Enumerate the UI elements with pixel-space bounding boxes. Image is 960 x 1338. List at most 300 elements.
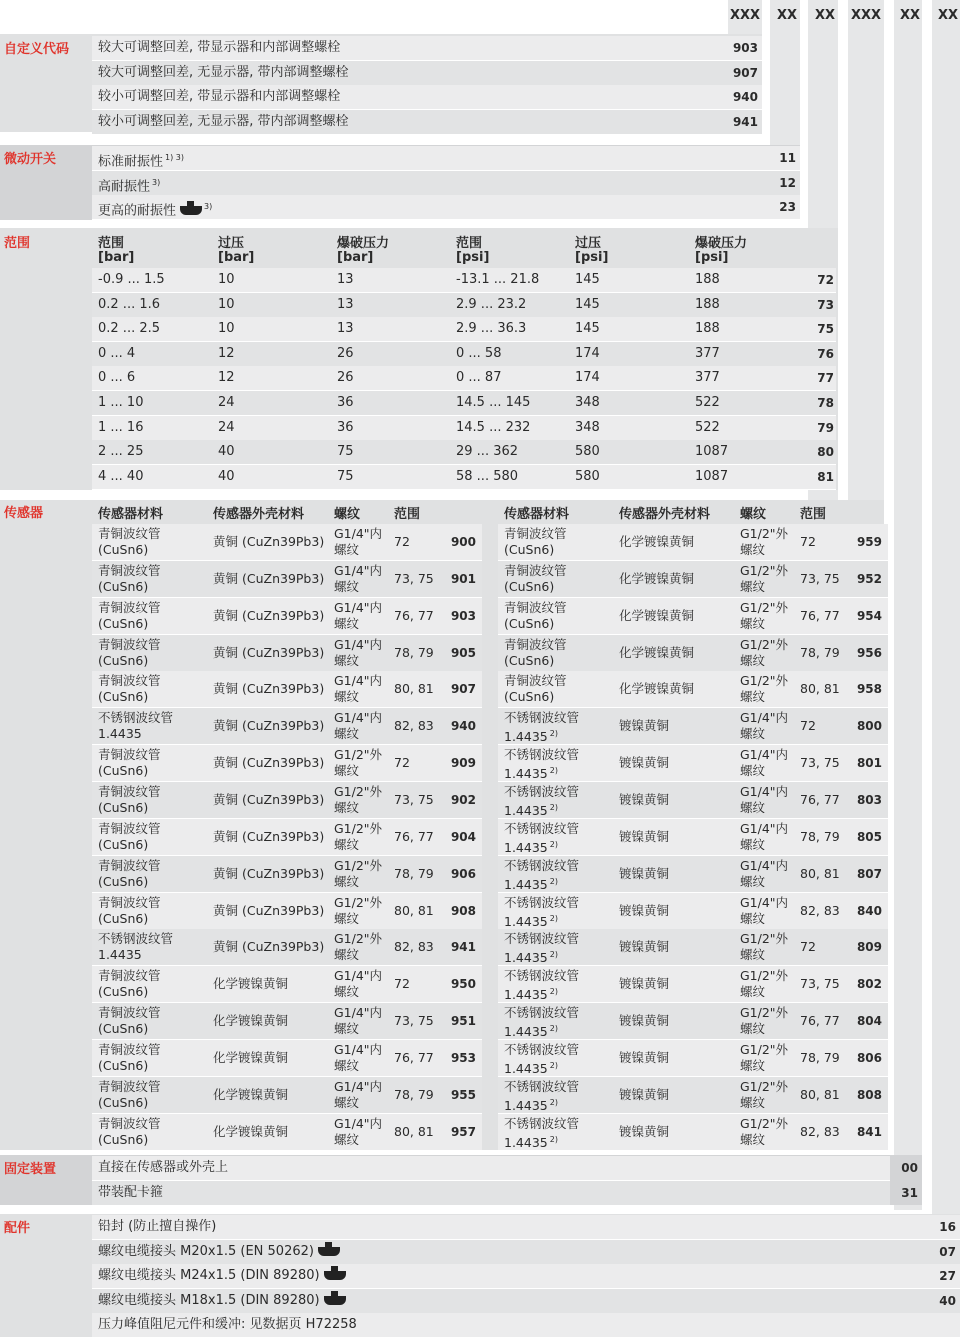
- sensor-material: [504, 1079, 616, 1114]
- sensor-thread-line1: G1/4"内: [334, 710, 383, 726]
- range-cell: 1 ... 16: [98, 419, 144, 435]
- sensor-thread: [740, 784, 800, 816]
- sensor-thread: [740, 1116, 800, 1148]
- sensor-housing: 黄铜 (CuZn39Pb3): [213, 939, 325, 955]
- sensor-thread: [740, 600, 800, 632]
- sensor-code: 907: [450, 682, 476, 697]
- microswitch-label: 微动开关: [4, 152, 57, 167]
- range-cell: 10: [218, 272, 235, 287]
- sensor-thread-line1: G1/4"内: [334, 968, 383, 984]
- sensor-thread-line1: G1/4"内: [334, 673, 383, 689]
- range-cell: 348: [575, 419, 600, 435]
- sensor-housing: 化学镀镍黄铜: [619, 681, 695, 697]
- sensor-material: [98, 784, 210, 816]
- range-cell: 1087: [695, 468, 729, 484]
- sensor-thread: [740, 747, 800, 779]
- sensor-material-footnote: 2): [549, 987, 558, 997]
- sensor-housing: 黄铜 (CuZn39Pb3): [213, 902, 325, 918]
- sensor-material: [504, 1042, 616, 1077]
- range-header: 爆破压力: [695, 236, 748, 251]
- sensor-material-line2: 1.4435 $^{2)}$: [504, 913, 558, 929]
- sensor-material: [98, 895, 210, 927]
- sensor-material: [98, 821, 210, 853]
- sensor-code: 809: [856, 940, 882, 955]
- sensor-material-line1: 青铜波纹管: [98, 1041, 161, 1057]
- range-cell: 4 ... 40: [98, 468, 144, 484]
- sensor-thread-line2: 螺纹: [740, 873, 766, 889]
- header-code-3: XX: [815, 8, 836, 23]
- sensor-thread-line1: G1/2"外: [740, 1078, 789, 1094]
- sensor-thread-line1: G1/4"内: [334, 562, 383, 578]
- sensor-material: [98, 673, 210, 705]
- sensor-thread: [740, 968, 800, 1000]
- range-cell: 188: [695, 321, 720, 337]
- sensor-thread-line1: G1/2"外: [740, 931, 789, 947]
- sensor-code: 808: [856, 1087, 882, 1102]
- microswitch-row: [92, 171, 800, 196]
- range-cell: 188: [695, 296, 720, 312]
- sensor-housing: 化学镀镍黄铜: [213, 1013, 289, 1029]
- sensor-thread: [334, 1042, 394, 1074]
- range-cell: 0 ... 6: [98, 370, 136, 386]
- sensor-thread-line1: G1/2"外: [740, 636, 789, 652]
- sensor-code: 956: [856, 645, 882, 660]
- sensor-housing: 镀镍黄铜: [619, 939, 670, 955]
- sensor-material-line2: 1.4435 $^{2)}$: [504, 950, 558, 966]
- custom-code-value: 941: [732, 114, 758, 129]
- sensor-thread: [334, 1079, 394, 1111]
- accessory-text-label: 螺纹电缆接头 M20x1.5 (EN 50262): [98, 1243, 314, 1259]
- microswitch-footnote: 3): [204, 202, 213, 211]
- range-cell: 13: [337, 321, 354, 337]
- sensor-thread-line1: G1/2"外: [334, 820, 383, 836]
- accessory-code: 40: [939, 1293, 956, 1308]
- sensor-housing: 黄铜 (CuZn39Pb3): [213, 534, 325, 549]
- sensor-material-line1: 不锈钢波纹管: [504, 1078, 580, 1094]
- sensor-material: [98, 710, 210, 742]
- range-cell: 522: [695, 395, 720, 410]
- sensor-thread-line2: 螺纹: [740, 799, 766, 815]
- sensor-material-footnote: 2): [549, 1134, 558, 1144]
- sensor-material-footnote: 2): [549, 802, 558, 812]
- sensor-material-line1: 青铜波纹管: [98, 1078, 161, 1094]
- sensor-thread-line1: G1/2"外: [740, 1115, 789, 1131]
- sensor-material-line2: 1.4435: [98, 726, 142, 742]
- sensor-range: 73, 75: [394, 570, 434, 586]
- sensor-thread: [334, 747, 394, 779]
- sensor-thread-line2: 螺纹: [740, 947, 766, 963]
- sensor-range: 73, 75: [800, 755, 840, 771]
- range-code: 72: [817, 273, 834, 287]
- sensor-thread-line2: 螺纹: [740, 836, 766, 852]
- sensor-material-footnote: 2): [549, 876, 558, 886]
- sensor-material-line1: 青铜波纹管: [98, 783, 161, 799]
- sensor-code: 904: [450, 829, 476, 844]
- sensor-label: 传感器: [4, 506, 44, 521]
- sensor-range: 78, 79: [394, 644, 434, 660]
- sensor-header-left: 传感器材料: [98, 507, 164, 522]
- sensor-housing: 镀镍黄铜: [619, 1123, 670, 1139]
- sensor-housing: 黄铜 (CuZn39Pb3): [213, 570, 325, 586]
- sensor-material: [504, 821, 616, 856]
- sensor-header-left: 螺纹: [334, 507, 361, 522]
- sensor-housing: 镀镍黄铜: [619, 828, 670, 844]
- range-label: 范围: [4, 236, 31, 251]
- range-cell: 14.5 ... 145: [456, 395, 531, 410]
- sensor-thread-line1: G1/2"外: [334, 857, 383, 873]
- range-code: 76: [817, 346, 834, 361]
- range-header: 爆破压力: [337, 236, 390, 251]
- sensor-thread: [334, 858, 394, 890]
- sensor-range: 72: [800, 939, 816, 955]
- sensor-housing: 化学镀镍黄铜: [213, 976, 289, 992]
- sensor-material-line2: 1.4435 $^{2)}$: [504, 1134, 558, 1150]
- range-cell: 522: [695, 419, 720, 435]
- sensor-range: 82, 83: [394, 939, 434, 955]
- sensor-header-left: 范围: [394, 507, 421, 522]
- sensor-housing: 黄铜 (CuZn39Pb3): [213, 644, 325, 660]
- sensor-material-line1: 青铜波纹管: [98, 747, 161, 763]
- sensor-material-line1: 青铜波纹管: [98, 968, 161, 984]
- sensor-code: 801: [856, 756, 882, 771]
- sensor-thread: [334, 1005, 394, 1037]
- sensor-material-line1: 不锈钢波纹管: [504, 1115, 580, 1131]
- range-cell: 2.9 ... 36.3: [456, 321, 527, 337]
- sensor-material-line2: (CuSn6): [98, 984, 149, 1000]
- sensor-material-line1: 不锈钢波纹管: [504, 710, 580, 726]
- range-cell: 26: [337, 370, 354, 386]
- mounting-label: 固定装置: [4, 1162, 57, 1177]
- range-cell: 10: [218, 321, 235, 337]
- sensor-material-line1: 不锈钢波纹管: [504, 931, 580, 947]
- sensor-material-line2: (CuSn6): [98, 763, 149, 779]
- sensor-code: 902: [450, 792, 476, 807]
- sensor-code: 954: [856, 608, 882, 623]
- sensor-material: [504, 747, 616, 782]
- sensor-range: 80, 81: [800, 1086, 840, 1102]
- sensor-thread: [334, 968, 394, 1000]
- sensor-material: [98, 858, 210, 890]
- sensor-housing: 镀镍黄铜: [619, 718, 670, 734]
- sensor-code: 940: [450, 719, 476, 734]
- sensor-thread-line1: G1/4"内: [740, 894, 789, 910]
- sensor-code: 951: [450, 1014, 476, 1029]
- range-cell: 14.5 ... 232: [456, 419, 531, 435]
- sensor-material-line2: (CuSn6): [504, 542, 555, 557]
- sensor-material-line1: 不锈钢波纹管: [504, 1005, 580, 1021]
- range-header-unit: [psi]: [695, 250, 729, 265]
- header-code-4: XXX: [851, 8, 882, 23]
- range-cell: 145: [575, 272, 600, 287]
- sensor-material: [98, 1042, 210, 1074]
- custom-code-text: 较小可调整回差, 带显示器和内部调整螺栓: [98, 89, 341, 104]
- accessory-text-label: 压力峰值阻尼元件和缓冲: 见数据页 H72258: [98, 1317, 357, 1332]
- sensor-thread-line1: G1/2"外: [740, 562, 789, 578]
- range-header: 过压: [575, 236, 602, 251]
- sensor-material-line2: (CuSn6): [98, 1131, 149, 1147]
- sensor-material-line1: 不锈钢波纹管: [98, 710, 174, 726]
- range-cell: 1 ... 10: [98, 395, 144, 410]
- sensor-thread-line1: G1/4"内: [334, 1005, 383, 1021]
- sensor-housing: 黄铜 (CuZn39Pb3): [213, 755, 325, 771]
- accessory-text: [98, 1264, 346, 1288]
- sensor-thread-line1: G1/2"外: [740, 1041, 789, 1057]
- sensor-housing: 镀镍黄铜: [619, 1049, 670, 1065]
- sensor-thread: [740, 821, 800, 853]
- sensor-thread: [740, 1042, 800, 1074]
- range-header-unit: [psi]: [456, 250, 490, 265]
- sensor-thread-line2: 螺纹: [740, 689, 766, 705]
- sensor-code: 901: [450, 571, 476, 586]
- sensor-housing: 镀镍黄铜: [619, 791, 670, 807]
- sensor-housing: 黄铜 (CuZn39Pb3): [213, 828, 325, 844]
- sensor-material-line1: 青铜波纹管: [98, 636, 161, 652]
- sensor-material: [98, 968, 210, 1000]
- sensor-thread-line2: 螺纹: [740, 984, 766, 1000]
- sensor-thread-line1: G1/2"外: [740, 526, 789, 541]
- range-cell: 36: [337, 395, 354, 410]
- sensor-thread: [334, 1116, 394, 1148]
- sensor-code: 958: [856, 682, 882, 697]
- mounting-row: [92, 1181, 890, 1206]
- sensor-code: 957: [450, 1124, 476, 1139]
- sensor-code: 840: [856, 903, 882, 918]
- sensor-code: 952: [856, 571, 882, 586]
- sensor-thread-line2: 螺纹: [334, 799, 360, 815]
- sensor-material-line2: (CuSn6): [98, 799, 149, 815]
- sensor-housing: 化学镀镍黄铜: [213, 1049, 289, 1065]
- sensor-thread-line2: 螺纹: [740, 542, 766, 557]
- sensor-thread-line2: 螺纹: [334, 578, 360, 594]
- sensor-material-line2: (CuSn6): [98, 542, 149, 557]
- mounting-text: 带装配卡箍: [98, 1184, 164, 1200]
- range-header: 范围: [456, 236, 483, 251]
- sensor-housing: 黄铜 (CuZn39Pb3): [213, 718, 325, 734]
- sensor-material-line1: 不锈钢波纹管: [504, 747, 580, 763]
- accessory-text: [98, 1289, 346, 1313]
- sensor-housing: 镀镍黄铜: [619, 976, 670, 992]
- sensor-header-left: 传感器外壳材料: [213, 507, 305, 522]
- sensor-thread-line2: 螺纹: [740, 1131, 766, 1147]
- custom-code-text: 较小可调整回差, 无显示器, 带内部调整螺栓: [98, 113, 349, 129]
- sensor-material-line1: 青铜波纹管: [504, 526, 567, 541]
- sensor-material-line2: 1.4435 $^{2)}$: [504, 1024, 558, 1040]
- code-column-5: [894, 0, 922, 1210]
- range-code: 73: [817, 297, 834, 312]
- sensor-thread: [740, 1079, 800, 1111]
- sensor-material: [98, 526, 210, 558]
- sensor-material: [504, 1005, 616, 1040]
- sensor-range: 80, 81: [394, 902, 434, 918]
- sensor-material: [504, 600, 616, 632]
- range-cell: 188: [695, 272, 720, 287]
- custom-code-value: 903: [732, 41, 758, 55]
- range-cell: 145: [575, 296, 600, 312]
- sensor-header-right: 范围: [800, 507, 827, 522]
- sensor-thread-line2: 螺纹: [740, 1094, 766, 1110]
- sensor-thread-line2: 螺纹: [334, 836, 360, 852]
- sensor-material: [98, 1005, 210, 1037]
- sensor-thread-line1: G1/4"内: [740, 747, 789, 763]
- ship-icon: [180, 206, 202, 215]
- sensor-code: 906: [450, 866, 476, 881]
- microswitch-code: 23: [779, 200, 796, 214]
- sensor-header-right: 传感器外壳材料: [619, 507, 711, 522]
- sensor-header-right: 传感器材料: [504, 507, 570, 522]
- sensor-range: 80, 81: [800, 865, 840, 881]
- range-cell: 13: [337, 296, 354, 312]
- sensor-range: 76, 77: [394, 1049, 434, 1065]
- sensor-thread-line2: 螺纹: [740, 615, 766, 631]
- sensor-material-footnote: 2): [549, 839, 558, 849]
- range-cell: 36: [337, 419, 354, 435]
- sensor-material-line2: (CuSn6): [98, 652, 149, 668]
- microswitch-text-label: 高耐振性: [98, 178, 151, 194]
- sensor-range: 73, 75: [394, 1013, 434, 1029]
- sensor-housing: 化学镀镍黄铜: [619, 607, 695, 623]
- range-cell: 0 ... 58: [456, 345, 502, 361]
- range-cell: 0.2 ... 1.6: [98, 296, 161, 312]
- sensor-material-line2: 1.4435 $^{2)}$: [504, 987, 558, 1003]
- sensor-material: [504, 858, 616, 893]
- range-code: 78: [817, 396, 834, 410]
- sensor-thread-line2: 螺纹: [334, 763, 360, 779]
- sensor-code: 841: [856, 1124, 882, 1139]
- custom-code-text: 较大可调整回差, 无显示器, 带内部调整螺栓: [98, 64, 349, 80]
- microswitch-code: 12: [779, 175, 796, 190]
- sensor-material-line1: 青铜波纹管: [98, 1005, 161, 1021]
- sensor-header-right: 螺纹: [740, 507, 767, 522]
- sensor-material-footnote: 2): [549, 729, 558, 739]
- sensor-material-line1: 青铜波纹管: [98, 1115, 161, 1131]
- sensor-code: 804: [856, 1014, 882, 1029]
- sensor-code: 803: [856, 792, 882, 807]
- sensor-thread-line1: G1/2"外: [740, 673, 789, 689]
- sensor-material-line2: (CuSn6): [98, 578, 149, 594]
- sensor-range: 76, 77: [800, 1013, 840, 1029]
- range-cell: 2.9 ... 23.2: [456, 296, 527, 312]
- sensor-thread-line1: G1/4"内: [334, 636, 383, 652]
- sensor-thread-line1: G1/4"内: [334, 1078, 383, 1094]
- sensor-material: [98, 600, 210, 632]
- sensor-material-line2: (CuSn6): [504, 689, 555, 705]
- sensor-thread-line1: G1/4"内: [334, 526, 383, 541]
- microswitch-code: 11: [779, 151, 796, 165]
- microswitch-text: [98, 195, 212, 223]
- sensor-material-line1: 青铜波纹管: [98, 562, 161, 578]
- sensor-housing: 黄铜 (CuZn39Pb3): [213, 865, 325, 881]
- header-code-2: XX: [777, 8, 798, 23]
- sensor-material-line2: 1.4435 $^{2)}$: [504, 802, 558, 819]
- sensor-housing: 黄铜 (CuZn39Pb3): [213, 681, 325, 697]
- accessory-code: 07: [939, 1244, 956, 1259]
- sensor-material-line1: 青铜波纹管: [504, 599, 567, 615]
- sensor-material: [504, 673, 616, 705]
- sensor-thread: [334, 895, 394, 927]
- sensor-material-line2: (CuSn6): [98, 836, 149, 852]
- sensor-range: 73, 75: [394, 791, 434, 807]
- range-code: 77: [817, 371, 834, 386]
- sensor-material-footnote: 2): [549, 950, 558, 960]
- sensor-material-line2: (CuSn6): [98, 1057, 149, 1073]
- sensor-range: 80, 81: [394, 681, 434, 697]
- sensor-housing: 镀镍黄铜: [619, 902, 670, 918]
- sensor-material-line1: 青铜波纹管: [504, 673, 567, 689]
- sensor-material: [504, 931, 616, 966]
- mounting-code: 00: [901, 1161, 918, 1175]
- sensor-range: 72: [394, 755, 410, 771]
- sensor-thread-line1: G1/4"内: [740, 783, 789, 799]
- sensor-housing: 镀镍黄铜: [619, 1013, 670, 1029]
- sensor-range: 73, 75: [800, 976, 840, 992]
- custom-code-text: 较大可调整回差, 带显示器和内部调整螺栓: [98, 40, 341, 55]
- sensor-range: 78, 79: [394, 865, 434, 881]
- sensor-code: 800: [856, 719, 882, 734]
- sensor-thread-line1: G1/2"外: [334, 931, 383, 947]
- sensor-material: [98, 747, 210, 779]
- range-header: 过压: [218, 236, 245, 251]
- sensor-range: 78, 79: [394, 1086, 434, 1102]
- sensor-thread-line2: 螺纹: [334, 947, 360, 963]
- sensor-material-line2: (CuSn6): [98, 910, 149, 926]
- sensor-material-line1: 青铜波纹管: [504, 636, 567, 652]
- range-cell: -13.1 ... 21.8: [456, 272, 540, 287]
- sensor-thread-line2: 螺纹: [334, 1094, 360, 1110]
- sensor-material-line2: 1.4435 $^{2)}$: [504, 839, 558, 855]
- range-cell: -0.9 ... 1.5: [98, 272, 165, 287]
- sensor-range: 76, 77: [800, 791, 840, 807]
- sensor-housing: 镀镍黄铜: [619, 755, 670, 771]
- sensor-range: 78, 79: [800, 828, 840, 844]
- sensor-material: [504, 968, 616, 1003]
- sensor-thread: [334, 821, 394, 853]
- sensor-material-footnote: 2): [549, 1060, 558, 1070]
- range-cell: 377: [695, 345, 720, 361]
- sensor-thread: [334, 563, 394, 595]
- sensor-thread-line2: 螺纹: [334, 689, 360, 705]
- sensor-material-line2: (CuSn6): [504, 578, 555, 594]
- range-header-unit: [bar]: [337, 250, 374, 265]
- sensor-code: 941: [450, 940, 476, 955]
- sensor-thread-line1: G1/4"内: [334, 599, 383, 615]
- sensor-thread-line2: 螺纹: [740, 726, 766, 742]
- sensor-code: 903: [450, 608, 476, 623]
- sensor-thread-line2: 螺纹: [334, 1131, 360, 1147]
- range-cell: 10: [218, 296, 235, 312]
- header-code-6: XX: [938, 8, 959, 23]
- sensor-material-line1: 青铜波纹管: [98, 857, 161, 873]
- accessory-text-label: 螺纹电缆接头 M24x1.5 (DIN 89280): [98, 1268, 320, 1283]
- sensor-thread-line2: 螺纹: [334, 984, 360, 1000]
- sensor-code: 802: [856, 977, 882, 992]
- header-code-1: XXX: [730, 8, 761, 23]
- sensor-thread-line1: G1/4"内: [740, 857, 789, 873]
- sensor-thread-line2: 螺纹: [334, 1057, 360, 1073]
- sensor-material-line1: 不锈钢波纹管: [504, 783, 580, 799]
- range-header-unit: [bar]: [98, 250, 135, 265]
- sensor-thread-line1: G1/2"外: [334, 747, 383, 763]
- sensor-material-line2: 1.4435 $^{2)}$: [504, 729, 558, 745]
- sensor-material-line1: 青铜波纹管: [98, 820, 161, 836]
- sensor-housing: 镀镍黄铜: [619, 865, 670, 881]
- sensor-thread-line1: G1/4"内: [334, 1041, 383, 1057]
- accessory-row: [92, 1215, 960, 1240]
- sensor-thread-line1: G1/2"外: [334, 894, 383, 910]
- range-cell: 12: [218, 370, 235, 386]
- sensor-thread-line2: 螺纹: [334, 652, 360, 668]
- sensor-range: 80, 81: [800, 681, 840, 697]
- sensor-code: 905: [450, 645, 476, 660]
